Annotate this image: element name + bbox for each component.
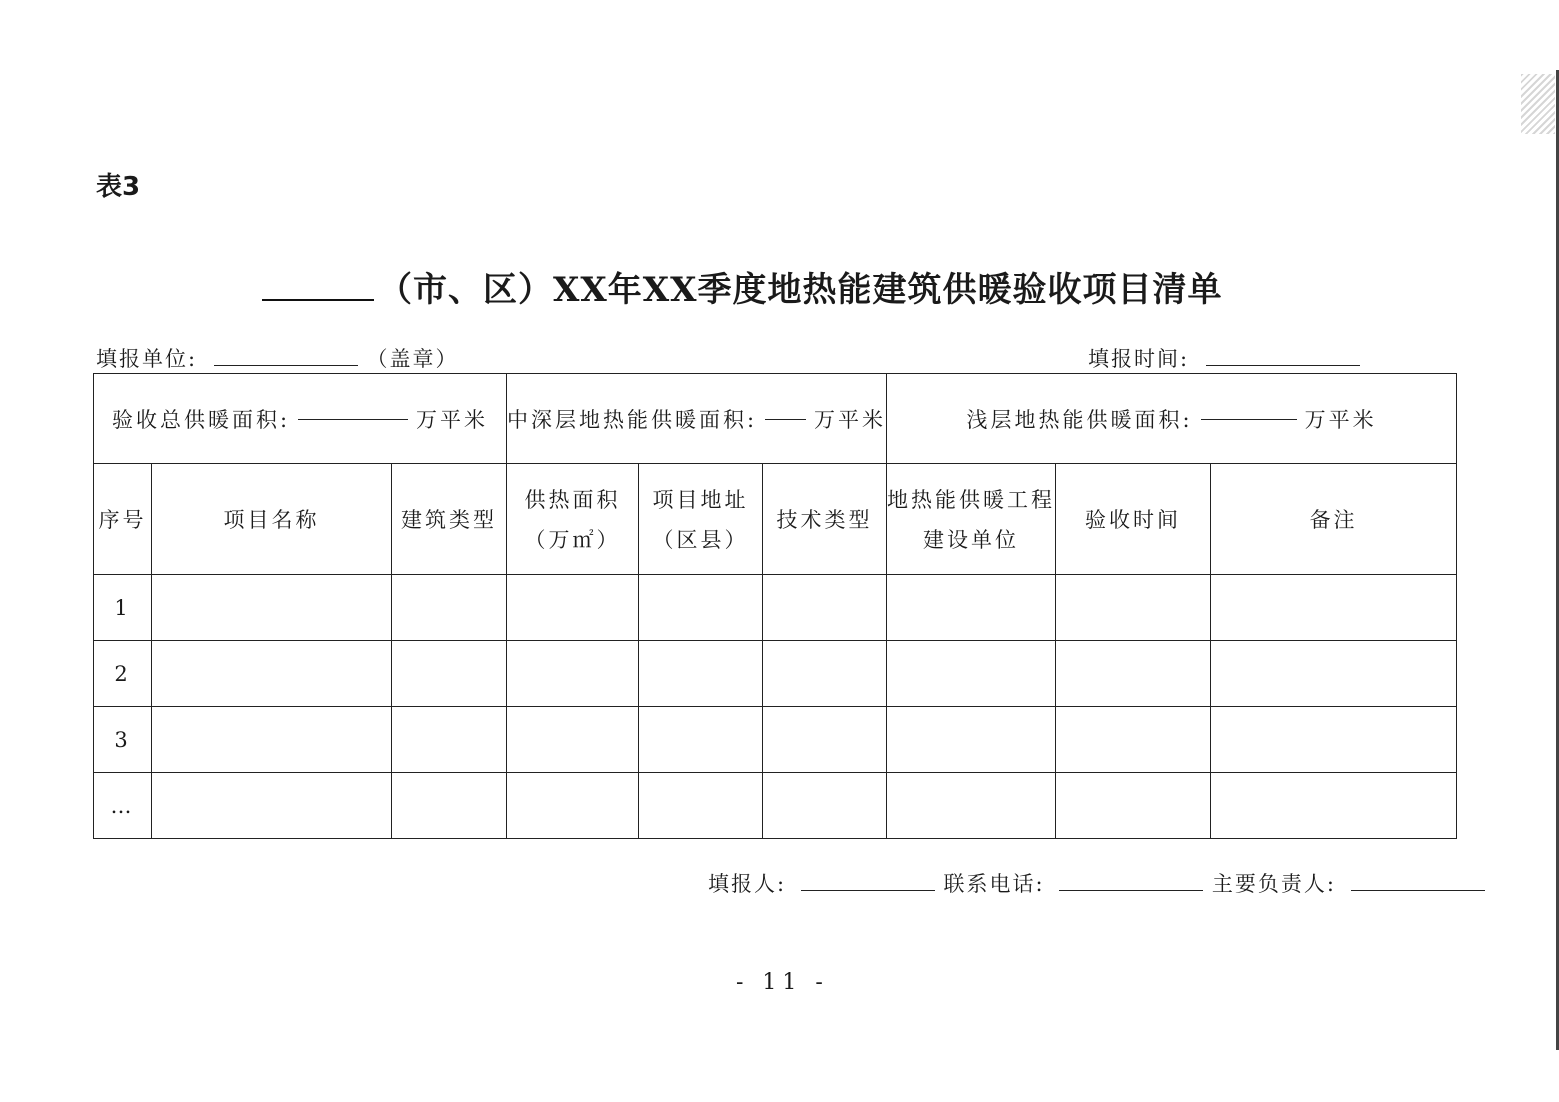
cell-builder[interactable] bbox=[887, 575, 1056, 641]
cell-acceptance-time[interactable] bbox=[1056, 707, 1211, 773]
cell-address[interactable] bbox=[639, 707, 763, 773]
col-header-acceptance-time: 验收时间 bbox=[1056, 464, 1211, 575]
table-row bbox=[94, 773, 1457, 839]
unit-field bbox=[96, 343, 458, 373]
cell-address[interactable] bbox=[639, 773, 763, 839]
table-row bbox=[94, 641, 1457, 707]
col-header-seq: 序号 bbox=[94, 464, 152, 575]
cell-tech-type[interactable] bbox=[763, 575, 887, 641]
col-header-remarks: 备注 bbox=[1211, 464, 1457, 575]
total-area-unit: 万平米 bbox=[416, 407, 489, 432]
table-row bbox=[94, 575, 1457, 641]
table-row bbox=[94, 707, 1457, 773]
total-area-label: 验收总供暖面积: bbox=[111, 407, 291, 432]
cell-remarks[interactable] bbox=[1211, 773, 1457, 839]
cell-heating-area[interactable] bbox=[507, 773, 639, 839]
col-header-builder-line1: 地热能供暖工程 bbox=[887, 488, 1056, 512]
title-region-blank[interactable] bbox=[262, 297, 374, 301]
cell-project-name[interactable] bbox=[152, 641, 392, 707]
row-seq: 1 bbox=[94, 575, 152, 641]
cell-remarks[interactable] bbox=[1211, 575, 1457, 641]
row-seq: 3 bbox=[94, 707, 152, 773]
head-label: 主要负责人: bbox=[1211, 872, 1336, 896]
phone-label: 联系电话: bbox=[943, 872, 1045, 896]
time-label: 填报时间: bbox=[1088, 347, 1190, 371]
mid-deep-area-label: 中深层地热能供暖面积: bbox=[507, 407, 758, 432]
shallow-area-blank[interactable] bbox=[1201, 418, 1297, 420]
cell-tech-type[interactable] bbox=[763, 773, 887, 839]
cell-acceptance-time[interactable] bbox=[1056, 773, 1211, 839]
head-blank[interactable] bbox=[1351, 889, 1485, 891]
phone-blank[interactable] bbox=[1059, 889, 1203, 891]
shallow-area-label: 浅层地热能供暖面积: bbox=[966, 407, 1193, 432]
col-header-builder-line2: 建设单位 bbox=[923, 528, 1020, 552]
cell-builder[interactable] bbox=[887, 641, 1056, 707]
filler-blank[interactable] bbox=[801, 889, 935, 891]
col-header-address-line1: 项目地址 bbox=[652, 488, 749, 512]
title-text: （市、区）XX年XX季度地热能建筑供暖验收项目清单 bbox=[378, 270, 1223, 310]
column-header-row bbox=[94, 464, 1457, 575]
table-label: 表3 bbox=[96, 172, 141, 202]
col-header-heating-area bbox=[507, 464, 639, 575]
mid-deep-area-blank[interactable] bbox=[765, 418, 806, 420]
cell-project-name[interactable] bbox=[152, 773, 392, 839]
cell-remarks[interactable] bbox=[1211, 641, 1457, 707]
row-seq: 2 bbox=[94, 641, 152, 707]
cell-building-type[interactable] bbox=[392, 575, 507, 641]
col-header-builder bbox=[887, 464, 1056, 575]
cell-heating-area[interactable] bbox=[507, 641, 639, 707]
col-header-address-line2: （区县） bbox=[652, 528, 749, 552]
cell-building-type[interactable] bbox=[392, 641, 507, 707]
cell-remarks[interactable] bbox=[1211, 707, 1457, 773]
col-header-heating-area-line2: （万㎡） bbox=[524, 528, 621, 552]
page-number: - 11 - bbox=[736, 970, 829, 995]
mid-deep-area-unit: 万平米 bbox=[814, 407, 887, 432]
cell-heating-area[interactable] bbox=[507, 707, 639, 773]
row-seq-ellipsis: … bbox=[94, 773, 152, 839]
cell-acceptance-time[interactable] bbox=[1056, 575, 1211, 641]
col-header-tech-type: 技术类型 bbox=[763, 464, 887, 575]
cell-builder[interactable] bbox=[887, 707, 1056, 773]
time-field bbox=[1088, 343, 1360, 373]
filler-label: 填报人: bbox=[708, 872, 787, 896]
cell-address[interactable] bbox=[639, 641, 763, 707]
footer-signatures bbox=[708, 868, 1485, 898]
scan-artifact bbox=[1521, 74, 1555, 134]
shallow-area-unit: 万平米 bbox=[1304, 407, 1377, 432]
col-header-building-type: 建筑类型 bbox=[392, 464, 507, 575]
cell-building-type[interactable] bbox=[392, 773, 507, 839]
time-blank[interactable] bbox=[1206, 364, 1360, 366]
cell-builder[interactable] bbox=[887, 773, 1056, 839]
cell-project-name[interactable] bbox=[152, 575, 392, 641]
col-header-heating-area-line1: 供热面积 bbox=[524, 488, 621, 512]
total-area-blank[interactable] bbox=[298, 418, 408, 420]
project-list-table bbox=[93, 373, 1457, 839]
summary-row bbox=[94, 374, 1457, 464]
cell-tech-type[interactable] bbox=[763, 707, 887, 773]
document-title bbox=[262, 262, 1223, 311]
cell-heating-area[interactable] bbox=[507, 575, 639, 641]
unit-label: 填报单位: bbox=[96, 347, 198, 371]
cell-project-name[interactable] bbox=[152, 707, 392, 773]
mid-deep-area-cell bbox=[507, 374, 887, 464]
unit-blank[interactable] bbox=[214, 364, 358, 366]
col-header-project-name: 项目名称 bbox=[152, 464, 392, 575]
cell-tech-type[interactable] bbox=[763, 641, 887, 707]
col-header-address bbox=[639, 464, 763, 575]
cell-building-type[interactable] bbox=[392, 707, 507, 773]
seal-label: （盖章） bbox=[366, 347, 459, 371]
cell-acceptance-time[interactable] bbox=[1056, 641, 1211, 707]
cell-address[interactable] bbox=[639, 575, 763, 641]
total-area-cell bbox=[94, 374, 507, 464]
shallow-area-cell bbox=[887, 374, 1457, 464]
